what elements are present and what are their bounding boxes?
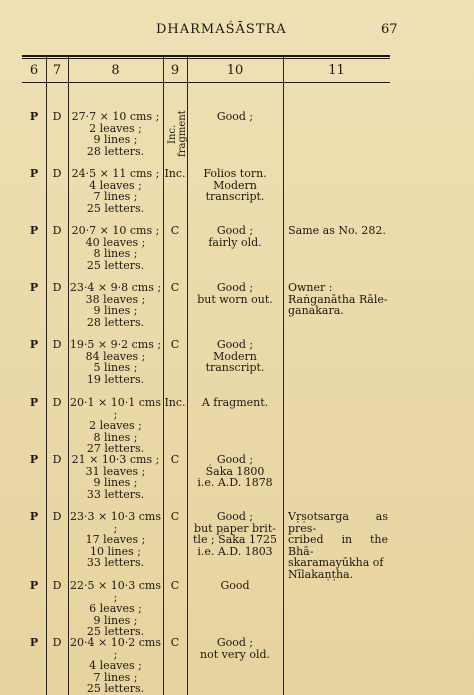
script-cell: P (29, 224, 39, 237)
completeness-cell: Inc. (164, 167, 186, 180)
size-cell: 27·7 × 10 cms ; 2 leaves ; 9 lines ; 28 letters. (71, 110, 160, 158)
page-number: 67 (381, 22, 398, 37)
remarks-cell: Same as No. 282. (288, 224, 386, 237)
script-cell: P (29, 167, 39, 180)
character-cell: D (52, 636, 62, 649)
character-cell: D (52, 453, 62, 466)
character-cell: D (52, 281, 62, 294)
completeness-cell: Inc. (164, 396, 186, 409)
character-cell: D (52, 224, 62, 237)
column-divider (46, 56, 47, 695)
script-cell: P (29, 636, 39, 649)
completeness-cell: C (170, 453, 180, 466)
condition-cell: Folios torn. Modern transcript. (203, 167, 267, 203)
size-cell: 23·3 × 10·3 cms ; 17 leaves ; 10 lines ; 33 letters. (70, 510, 161, 569)
character-cell: D (52, 396, 62, 409)
column-header-9: 9 (170, 63, 180, 78)
condition-cell: Good ; but paper brit- tle ; Śaka 1725 i.e. A.D. 1803 (193, 510, 277, 558)
script-cell: P (29, 579, 39, 592)
size-cell: 19·5 × 9·2 cms ; 84 leaves ; 5 lines ; 19 letters. (69, 338, 162, 386)
column-header-6: 6 (29, 63, 39, 78)
character-cell: D (52, 510, 62, 523)
column-header-8: 8 (111, 63, 120, 78)
condition-cell: Good ; not very old. (200, 636, 270, 661)
script-cell: P (29, 110, 39, 123)
column-header-7: 7 (52, 63, 62, 78)
condition-cell: Good ; fairly old. (208, 224, 262, 249)
remarks-cell: Vṛṣotsarga as pres- cribed in the Bhā- skaramayūkha of Nīlakaṇṭha. (288, 510, 388, 581)
script-cell: P (29, 281, 39, 294)
table-top-rule-thin (22, 58, 390, 59)
script-cell: P (29, 453, 39, 466)
column-header-10: 10 (226, 63, 244, 78)
character-cell: D (52, 338, 62, 351)
size-cell: 24·5 × 11 cms ; 4 leaves ; 7 lines ; 25 letters. (71, 167, 160, 215)
character-cell: D (52, 110, 62, 123)
size-cell: 20·7 × 10 cms ; 40 leaves ; 8 lines ; 25 letters. (71, 224, 160, 272)
script-cell: P (29, 396, 39, 409)
column-divider (163, 56, 164, 695)
completeness-cell: C (170, 338, 180, 351)
completeness-cell: C (170, 281, 180, 294)
completeness-cell: C (170, 510, 180, 523)
condition-cell: Good ; Modern transcript. (205, 338, 265, 374)
size-cell: 22·5 × 10·3 cms ; 6 leaves ; 9 lines ; 25 letters. (70, 579, 161, 638)
character-cell: D (52, 579, 62, 592)
size-cell: 20·4 × 10·2 cms ; 4 leaves ; 7 lines ; 25 letters. (70, 636, 161, 695)
size-cell: 20·1 × 10·1 cms ; 2 leaves ; 8 lines ; 27 letters. (70, 396, 161, 455)
condition-cell: Good ; but worn out. (197, 281, 273, 306)
completeness-cell: C (170, 224, 180, 237)
script-cell: P (29, 338, 39, 351)
condition-cell: Good ; Śaka 1800 i.e. A.D. 1878 (197, 453, 273, 489)
size-cell: 21 × 10·3 cms ; 31 leaves ; 9 lines ; 33 letters. (71, 453, 160, 501)
column-divider (283, 56, 284, 695)
remarks-cell: Owner : Raṅganātha Rāle- ganakara. (288, 281, 388, 317)
column-header-11: 11 (328, 63, 345, 78)
size-cell: 23·4 × 9·8 cms ; 38 leaves ; 9 lines ; 28 letters. (69, 281, 162, 329)
condition-cell: A fragment. (201, 396, 269, 409)
completeness-cell: C (170, 579, 180, 592)
table-top-rule (22, 55, 390, 57)
condition-cell: Good (220, 579, 250, 592)
running-title: DHARMAŚĀSTRA (156, 22, 287, 37)
condition-cell: Good ; (216, 110, 254, 123)
header-rule (22, 82, 390, 83)
character-cell: D (52, 167, 62, 180)
completeness-cell: Inc. fragment (167, 110, 188, 157)
completeness-cell: C (170, 636, 180, 649)
script-cell: P (29, 510, 39, 523)
